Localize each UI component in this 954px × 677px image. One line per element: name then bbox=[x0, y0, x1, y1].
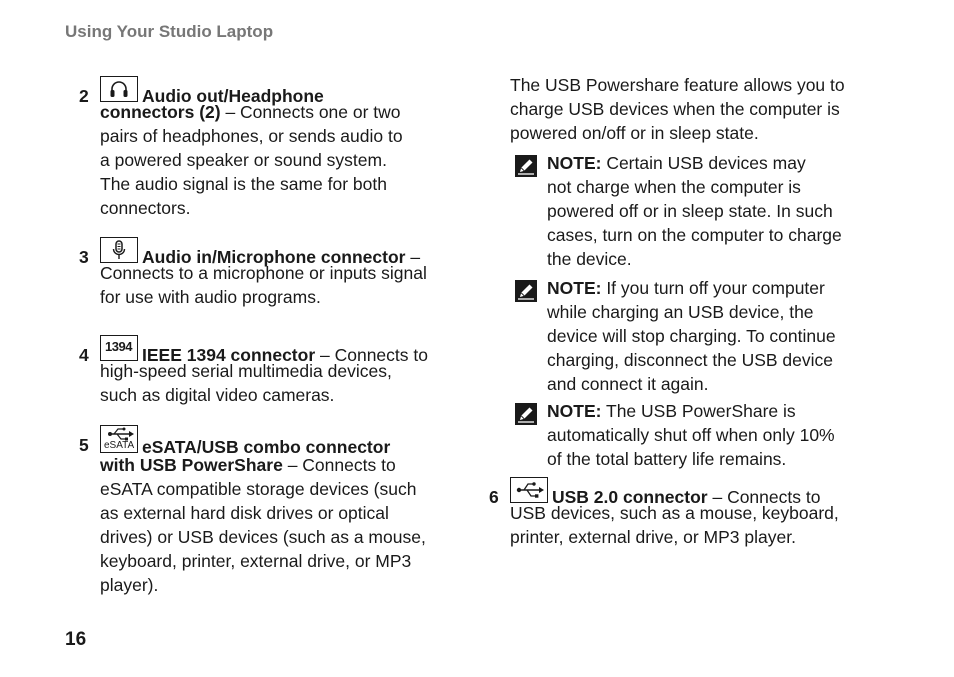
note-label: NOTE: bbox=[547, 401, 602, 421]
item-line: printer, external drive, or MP3 player. bbox=[510, 527, 796, 547]
item-line: Connects to a microphone or inputs signal bbox=[100, 263, 427, 283]
item-line: eSATA compatible storage devices (such bbox=[100, 479, 417, 499]
note-line: of the total battery life remains. bbox=[547, 449, 787, 469]
note-line: and connect it again. bbox=[547, 374, 709, 394]
note-line: automatically shut off when only 10% bbox=[547, 425, 835, 445]
item-number: 5 bbox=[79, 435, 89, 455]
item-title: Audio out/Headphone bbox=[142, 86, 324, 106]
item-line: USB devices, such as a mouse, keyboard, bbox=[510, 503, 839, 523]
note-text bbox=[547, 151, 862, 271]
esata-icon-label: eSATA bbox=[104, 440, 135, 451]
intro-line: powered on/off or in sleep state. bbox=[510, 123, 759, 143]
note-text-start: Certain USB devices may bbox=[601, 153, 806, 173]
intro-line: The USB Powershare feature allows you to bbox=[510, 75, 845, 95]
item-line: as external hard disk drives or optical bbox=[100, 503, 389, 523]
note-line: while charging an USB device, the bbox=[547, 302, 814, 322]
item-number: 2 bbox=[79, 86, 89, 106]
note-text-start: The USB PowerShare is bbox=[601, 401, 796, 421]
item-text: – Connects to bbox=[282, 455, 396, 475]
note-label: NOTE: bbox=[547, 278, 602, 298]
item-body bbox=[100, 237, 440, 309]
item-line bbox=[510, 477, 860, 507]
item-title-line bbox=[142, 247, 420, 267]
item-body bbox=[100, 76, 440, 220]
item-line bbox=[100, 237, 440, 267]
item-line: keyboard, printer, external drive, or MP3 bbox=[100, 551, 412, 571]
item-line: drives) or USB devices (such as a mouse, bbox=[100, 527, 426, 547]
running-header: Using Your Studio Laptop bbox=[65, 22, 274, 41]
powershare-intro bbox=[510, 73, 860, 145]
item-line bbox=[100, 76, 440, 106]
item-number: 3 bbox=[79, 247, 89, 267]
item-line: player). bbox=[100, 575, 159, 595]
ieee1394-icon bbox=[100, 335, 138, 361]
note-line bbox=[547, 151, 862, 175]
note-text bbox=[547, 276, 862, 396]
note-pencil-icon bbox=[515, 280, 537, 302]
item-title: IEEE 1394 connector bbox=[142, 345, 316, 365]
item-title-line bbox=[552, 487, 820, 507]
item-line: The audio signal is the same for both bbox=[100, 174, 387, 194]
item-body bbox=[100, 425, 440, 597]
note-line: device will stop charging. To continue bbox=[547, 326, 836, 346]
note-line: cases, turn on the computer to charge bbox=[547, 225, 842, 245]
note-text bbox=[547, 399, 862, 471]
item-number: 6 bbox=[489, 487, 499, 507]
item-text: – Connects to bbox=[315, 345, 428, 365]
note-text-start: If you turn off your computer bbox=[601, 278, 825, 298]
note-line: not charge when the computer is bbox=[547, 177, 801, 197]
item-text: – Connects to bbox=[707, 487, 821, 507]
item-title-cont: with USB PowerShare bbox=[100, 455, 283, 475]
item-text: – Connects one or two bbox=[220, 102, 401, 122]
microphone-icon bbox=[100, 237, 138, 263]
headphone-icon bbox=[100, 76, 138, 102]
item-title-cont: connectors (2) bbox=[100, 102, 221, 122]
note-line bbox=[547, 276, 862, 300]
item-line: for use with audio programs. bbox=[100, 287, 321, 307]
item-number: 4 bbox=[79, 345, 89, 365]
item-title: eSATA/USB combo connector bbox=[142, 437, 391, 457]
esata-usb-icon bbox=[100, 425, 138, 453]
note-pencil-icon bbox=[515, 155, 537, 177]
item-text: – bbox=[405, 247, 421, 267]
item-line: a powered speaker or sound system. bbox=[100, 150, 387, 170]
note-line: the device. bbox=[547, 249, 632, 269]
note-label: NOTE: bbox=[547, 153, 602, 173]
note-line bbox=[547, 399, 862, 423]
note-pencil-icon bbox=[515, 403, 537, 425]
item-line bbox=[100, 425, 440, 457]
item-body bbox=[510, 477, 860, 549]
item-title-line bbox=[142, 345, 428, 365]
item-line bbox=[100, 335, 440, 365]
page-number: 16 bbox=[65, 629, 87, 650]
item-line: high-speed serial multimedia devices, bbox=[100, 361, 392, 381]
item-body bbox=[100, 335, 440, 407]
item-line: pairs of headphones, or sends audio to bbox=[100, 126, 403, 146]
item-line: such as digital video cameras. bbox=[100, 385, 335, 405]
usb-icon bbox=[510, 477, 548, 503]
intro-line: charge USB devices when the computer is bbox=[510, 99, 840, 119]
item-line: connectors. bbox=[100, 198, 191, 218]
note-line: charging, disconnect the USB device bbox=[547, 350, 833, 370]
note-line: powered off or in sleep state. In such bbox=[547, 201, 833, 221]
item-title: Audio in/Microphone connector bbox=[142, 247, 406, 267]
item-title: USB 2.0 connector bbox=[552, 487, 708, 507]
ieee1394-icon-label: 1394 bbox=[105, 339, 132, 354]
